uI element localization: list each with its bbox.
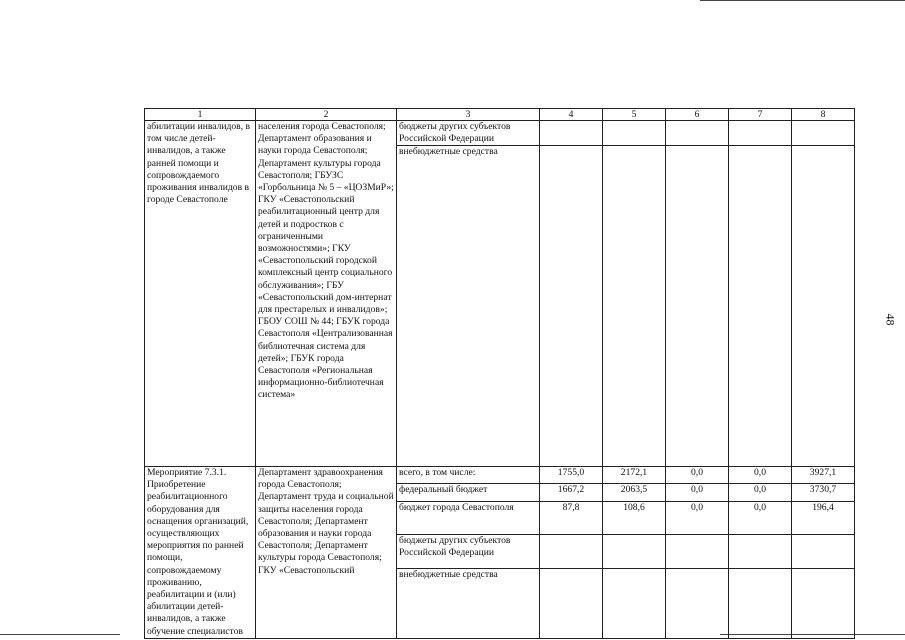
col-header: 4 [540, 109, 603, 121]
scan-edge-top [700, 0, 905, 1]
value-cell: 0,0 [729, 501, 792, 534]
value-cell [603, 535, 666, 569]
value-cell [666, 121, 729, 146]
value-cell [792, 121, 855, 146]
value-cell: 3927,1 [792, 467, 855, 484]
value-cell: 0,0 [729, 467, 792, 484]
value-cell: 1755,0 [540, 467, 603, 484]
funding-source: всего, в том числе: [397, 467, 540, 484]
value-cell: 87,8 [540, 501, 603, 534]
executors-cell: населения города Севастополя; Департамент образования и науки города Севастополя; Департамент культуры города Севастополя; ГБУЗС «Горбольница № 5 – «ЦОЗМиР»; ГКУ «Севастопольский реабилитационный центр для детей и подростков с ограниченными возможностями»; ГКУ «Севастопольский городской комплексный центр социального обслуживания»; ГБУ «Севастопольский дом-интернат для престарелых и инвалидов»; ГБОУ СОШ № 44; ГБУК города Севастополя «Централизованная библиотечная система для детей»; ГБУК города Севастополя «Региональная информационно-библиотечная система» [256, 121, 397, 467]
activity-cell: Мероприятие 7.3.1. Приобретение реабилитационного оборудования для оснащения организаций, осуществляющих мероприятия по ранней помощи, сопровождаемому проживанию, реабилитации и (или) абилитации детей-инвалидов, а также обучение специалистов [145, 467, 256, 639]
value-cell [666, 535, 729, 569]
value-cell: 108,6 [603, 501, 666, 534]
value-cell [729, 535, 792, 569]
value-cell [603, 121, 666, 146]
col-header: 5 [603, 109, 666, 121]
value-cell [792, 535, 855, 569]
value-cell: 1667,2 [540, 484, 603, 501]
value-cell [792, 568, 855, 638]
value-cell: 2063,5 [603, 484, 666, 501]
value-cell [666, 146, 729, 467]
table-row [145, 121, 855, 146]
funding-source: внебюджетные средства [397, 568, 540, 638]
col-header: 7 [729, 109, 792, 121]
value-cell [729, 121, 792, 146]
value-cell [666, 568, 729, 638]
value-cell [540, 568, 603, 638]
value-cell: 0,0 [666, 484, 729, 501]
col-header: 2 [256, 109, 397, 121]
value-cell [729, 146, 792, 467]
value-cell: 196,4 [792, 501, 855, 534]
col-header: 8 [792, 109, 855, 121]
value-cell [540, 121, 603, 146]
funding-source: федеральный бюджет [397, 484, 540, 501]
funding-source: бюджет города Севастополя [397, 501, 540, 534]
col-header: 1 [145, 109, 256, 121]
value-cell [603, 146, 666, 467]
activity-cell: абилитации инвалидов, в том числе детей-инвалидов, а также ранней помощи и сопровождаемого проживания инвалидов в городе Севастополе [145, 121, 256, 467]
value-cell: 0,0 [729, 484, 792, 501]
program-table [144, 108, 855, 639]
header-row [145, 109, 855, 121]
funding-source: бюджеты других субъектов Российской Федерации [397, 121, 540, 146]
value-cell: 2172,1 [603, 467, 666, 484]
scan-edge-bottom-left [0, 634, 120, 635]
value-cell: 0,0 [666, 501, 729, 534]
table-row [145, 467, 855, 484]
funding-source: бюджеты других субъектов Российской Федерации [397, 535, 540, 569]
value-cell [540, 535, 603, 569]
page-number: 48 [883, 313, 898, 326]
value-cell: 0,0 [666, 467, 729, 484]
value-cell [540, 146, 603, 467]
value-cell: 3730,7 [792, 484, 855, 501]
value-cell [729, 568, 792, 638]
col-header: 6 [666, 109, 729, 121]
col-header: 3 [397, 109, 540, 121]
value-cell [792, 146, 855, 467]
funding-source: внебюджетные средства [397, 146, 540, 467]
value-cell [603, 568, 666, 638]
executors-cell: Департамент здравоохранения города Севастополя; Департамент труда и социальной защиты населения города Севастополя; Департамент образования и науки города Севастополя; Департамент культуры города Севастополя; ГКУ «Севастопольский [256, 467, 397, 639]
